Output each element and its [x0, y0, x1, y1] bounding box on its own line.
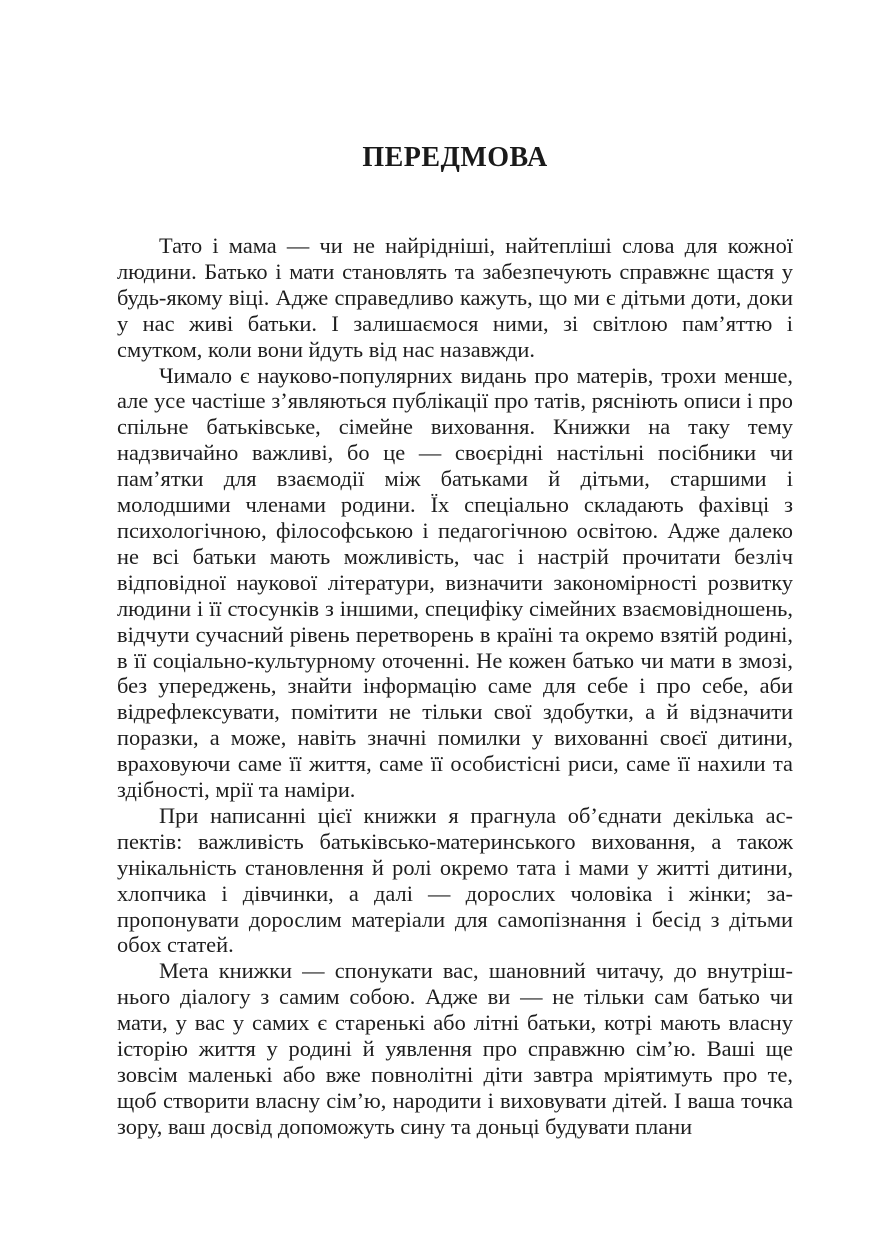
paragraph-1: Тато і мама — чи не найрідніші, найтепліші слова для кожної людини. Батько і мати становлять та забезпечують справжнє щастя у будь-якому віці. Адже справедливо кажуть, що ми є дітьми доти, доки у нас живі батьки. І залишаємося ними, зі світлою пам’яттю і смутком, коли вони йдуть від нас назавжди. — [117, 233, 793, 362]
preface-body — [117, 233, 793, 1140]
paragraph-3: При написанні цієї книжки я прагнула об’єднати декілька аспектів: важливість батьківсько-материнського виховання, а також унікальність становлення й ролі окремо тата і мами у житті дитини, хлопчика і дівчинки, а далі — дорослих чоловіка і жінки; запропонувати дорослим матеріали для самопізнання і бесід з дітьми обох статей. — [117, 802, 793, 958]
paragraph-2: Чимало є науково-популярних видань про матерів, трохи менше, але усе частіше з’являються публікації про татів, рясніють описи і про спільне батьківське, сімейне виховання. Книжки на таку тему надзвичайно важливі, бо це — своєрідні настільні посібники чи пам’ятки для взаємодії між батьками й дітьми, старшими і молодшими членами родини. Їх спеціально складають фахівці з психологічною, філософською і педагогічною освітою. Адже далеко не всі батьки мають можливість, час і настрій прочитати безліч відповідної наукової літератури, визначити закономірності розвитку людини і її стосунків з іншими, специфіку сімейних взаємовідношень, відчути сучасний рівень перетворень в країні та окремо взятій родині, в її соціально-культурному оточенні. Не кожен батько чи мати в змозі, без упереджень, знайти інформацію саме для себе і про себе, аби відрефлексувати, помітити не тільки свої здобутки, а й відзначити поразки, а може, навіть значні помилки у вихованні своєї дитини, враховуючи саме її життя, саме її особистісні риси, саме її нахили та здібності, мрії та наміри. — [117, 362, 793, 803]
paragraph-4: Мета книжки — спонукати вас, шановний читачу, до внутрішнього діалогу з самим собою. Адже ви — не тільки сам батько чи мати, у вас у самих є старенькі або літні батьки, котрі мають власну історію життя у родині й уявлення про справжню сім’ю. Ваші ще зовсім маленькі або вже повнолітні діти завтра мріятимуть про те, щоб створити власну сім’ю, народити і виховувати дітей. І ваша точка зору, ваш досвід допоможуть сину та доньці будувати плани — [117, 958, 793, 1139]
page-title: ПЕРЕДМОВА — [362, 142, 548, 173]
